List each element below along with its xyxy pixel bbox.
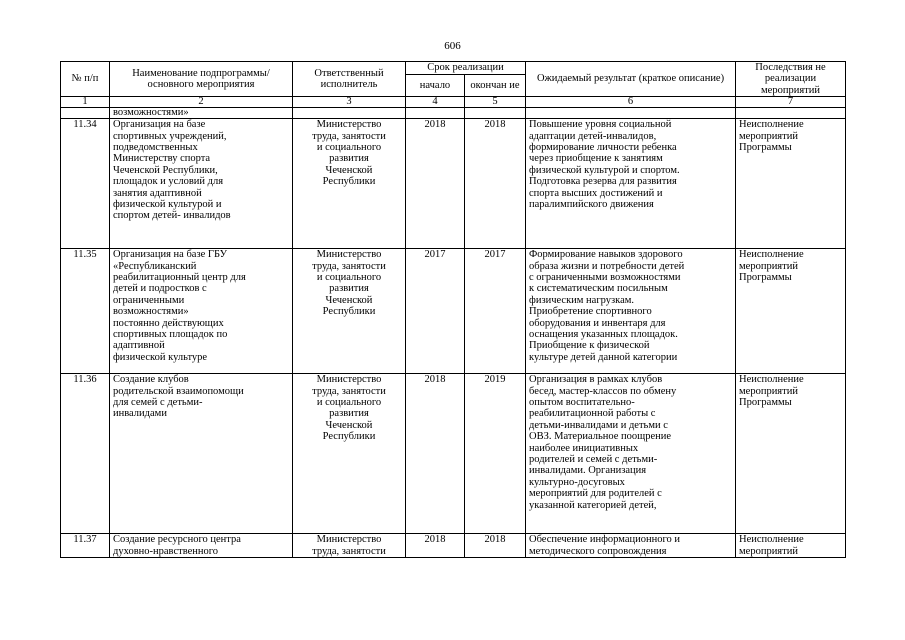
consequences-line: мероприятий <box>739 545 798 557</box>
consequences-line: Программы <box>739 397 792 409</box>
activity-name-line: Организация на базе <box>113 119 206 131</box>
end-year <box>465 249 526 374</box>
executor-line: и социального <box>316 142 382 154</box>
end-year <box>465 374 526 534</box>
expected-result-line: физическим нагрузкам. <box>529 294 635 306</box>
table-row <box>61 534 846 558</box>
end-year-line: 2018 <box>484 119 506 131</box>
activity-name-line: площадок и условий для <box>113 176 224 188</box>
header-consequences: Последствия не реализации мероприятий <box>736 62 846 97</box>
executor-line: Министерство <box>316 374 382 386</box>
start-year-line: 2018 <box>424 534 446 546</box>
executor-line: труда, занятости <box>312 385 386 397</box>
expected-result-line: указанной категорией детей, <box>529 499 657 511</box>
column-number: 5 <box>465 97 526 108</box>
expected-result-line: Формирование навыков здорового <box>529 249 683 261</box>
expected-result-line: паралимпийского движения <box>529 199 654 211</box>
program-table <box>60 61 846 558</box>
activity-name-line: спортивных площадок по <box>113 329 228 341</box>
consequences-line: Неисполнение <box>739 119 804 131</box>
activity-name-line: спортом детей- инвалидов <box>113 210 231 222</box>
expected-result-line: Обеспечение информационного и <box>529 534 680 546</box>
table-row <box>61 119 846 249</box>
expected-result-line: оснащения указанных площадок. <box>529 329 678 341</box>
expected-result-line: мероприятий для родителей с <box>529 488 662 500</box>
expected-result-line: методического сопровождения <box>529 545 667 557</box>
expected-result <box>526 249 736 374</box>
column-number: 2 <box>110 97 293 108</box>
executor-line: Министерство <box>316 534 382 546</box>
consequences-line: мероприятий <box>739 130 798 142</box>
activity-name-line: Создание клубов <box>113 374 189 386</box>
row-number-line: 11.35 <box>73 249 97 261</box>
expected-result-line: образа жизни и потребности детей <box>529 260 685 272</box>
expected-result-line: инвалидами. Организация <box>529 465 647 477</box>
column-number: 6 <box>526 97 736 108</box>
header-result: Ожидаемый результат (краткое описание) <box>526 62 736 97</box>
consequences <box>736 119 846 249</box>
activity-name-line: занятия адаптивной <box>113 187 202 199</box>
table-row <box>61 249 846 374</box>
expected-result-line: реабилитационной работы с <box>529 408 656 420</box>
executor <box>293 249 406 374</box>
activity-name-line: инвалидами <box>113 408 167 420</box>
expected-result-line: Приобретение спортивного <box>529 306 652 318</box>
executor-line: развития <box>329 153 369 165</box>
header-period: Срок реализации <box>406 62 526 75</box>
consequences-line: мероприятий <box>739 260 798 272</box>
executor-line: Министерство <box>316 119 382 131</box>
activity-name-line: физической культурой и <box>113 199 222 211</box>
activity-name <box>110 374 293 534</box>
expected-result <box>526 534 736 558</box>
consequences <box>736 534 846 558</box>
activity-name-line: Организация на базе ГБУ <box>113 249 228 261</box>
activity-name-line: постоянно действующих <box>113 317 224 329</box>
start-year-line: 2017 <box>424 249 446 261</box>
row-number-line: 11.34 <box>73 119 97 131</box>
row-number-line: 11.36 <box>73 374 97 386</box>
end-year-line: 2017 <box>484 249 506 261</box>
expected-result-line: Подготовка резерва для развития <box>529 176 677 188</box>
start-year <box>406 534 465 558</box>
consequences-line: Неисполнение <box>739 534 804 546</box>
consequences-line: Программы <box>739 272 792 284</box>
row-number-line: 11.37 <box>73 534 97 546</box>
executor-line: Министерство <box>316 249 382 261</box>
activity-name-line: спортивных учреждений, <box>113 130 227 142</box>
expected-result-line: Организация в рамках клубов <box>529 374 663 386</box>
executor-line: Чеченской <box>325 294 373 306</box>
activity-name <box>110 534 293 558</box>
executor-line: Республики <box>322 306 376 318</box>
start-year-line: 2018 <box>424 374 446 386</box>
executor <box>293 374 406 534</box>
activity-name-line: духовно-нравственного <box>113 545 219 557</box>
executor-line: Республики <box>322 176 376 188</box>
expected-result-line: Повышение уровня социальной <box>529 119 672 131</box>
expected-result-line: физической культурой и спортом. <box>529 164 680 176</box>
row-number <box>61 119 110 249</box>
executor-line: труда, занятости <box>312 130 386 142</box>
row-number <box>61 374 110 534</box>
expected-result-line: наиболее инициативных <box>529 442 639 454</box>
start-year <box>406 249 465 374</box>
activity-name-line: подведомственных <box>113 142 198 154</box>
end-year-line: 2018 <box>484 534 506 546</box>
consequences-line: Неисполнение <box>739 374 804 386</box>
activity-name-line: для семей с детьми- <box>113 397 203 409</box>
expected-result-line: формирование личности ребенка <box>529 142 677 154</box>
row-number <box>61 249 110 374</box>
consequences <box>736 374 846 534</box>
expected-result-line: спорта высших достижений и <box>529 187 663 199</box>
row-number <box>61 534 110 558</box>
end-year <box>465 534 526 558</box>
expected-result-line: родителей и семей с детьми- <box>529 454 658 466</box>
header-name: Наименование подпрограммы/ основного мероприятия <box>110 62 293 97</box>
start-year-line: 2018 <box>424 119 446 131</box>
consequences-line: Программы <box>739 142 792 154</box>
table-row <box>61 374 846 534</box>
page-number: 606 <box>444 40 461 52</box>
expected-result-line: с ограниченными возможностями <box>529 272 681 284</box>
activity-name-line: Создание ресурсного центра <box>113 534 241 546</box>
expected-result-line: детьми-инвалидами и детьми с <box>529 419 668 431</box>
column-number-row <box>61 97 846 108</box>
activity-name <box>110 249 293 374</box>
activity-name-line: Чеченской Республики, <box>113 164 218 176</box>
expected-result-line: оборудования и инвентаря для <box>529 317 666 329</box>
end-year-line: 2019 <box>484 374 506 386</box>
activity-name-line: возможностями» <box>113 306 189 318</box>
expected-result-line: ОВЗ. Материальное поощрение <box>529 431 672 443</box>
activity-name-line: Министерству спорта <box>113 153 211 165</box>
expected-result-line: к систематическим посильным <box>529 283 668 295</box>
expected-result-line: культуре детей данной категории <box>529 351 678 363</box>
continuation-text: возможностями» <box>110 108 293 119</box>
executor-line: развития <box>329 408 369 420</box>
column-number: 3 <box>293 97 406 108</box>
executor-line: Республики <box>322 431 376 443</box>
executor-line: труда, занятости <box>312 545 386 557</box>
header-end: окончан ие <box>465 74 526 97</box>
activity-name-line: «Республиканский <box>113 260 197 272</box>
activity-name-line: реабилитационный центр для <box>113 272 246 284</box>
consequences-line: мероприятий <box>739 385 798 397</box>
executor-line: Чеченской <box>325 419 373 431</box>
executor-line: труда, занятости <box>312 260 386 272</box>
expected-result <box>526 374 736 534</box>
executor-line: и социального <box>316 397 382 409</box>
expected-result-line: адаптации детей-инвалидов, <box>529 130 657 142</box>
expected-result-line: через приобщение к занятиям <box>529 153 663 165</box>
executor-line: развития <box>329 283 369 295</box>
expected-result-line: Приобщение к физической <box>529 340 650 352</box>
activity-name-line: детей и подростков с <box>113 283 207 295</box>
column-number: 4 <box>406 97 465 108</box>
activity-name-line: ограниченными <box>113 294 185 306</box>
consequences <box>736 249 846 374</box>
start-year <box>406 119 465 249</box>
header-num: № п/п <box>61 62 110 97</box>
executor-line: и социального <box>316 272 382 284</box>
activity-name-line: адаптивной <box>113 340 165 352</box>
executor <box>293 119 406 249</box>
expected-result-line: культурно-досуговых <box>529 476 625 488</box>
consequences-line: Неисполнение <box>739 249 804 261</box>
header-start: начало <box>406 74 465 97</box>
continuation-row <box>61 108 846 119</box>
column-number: 7 <box>736 97 846 108</box>
header-executor: Ответственный исполнитель <box>293 62 406 97</box>
expected-result-line: бесед, мастер-классов по обмену <box>529 385 677 397</box>
activity-name <box>110 119 293 249</box>
executor <box>293 534 406 558</box>
expected-result <box>526 119 736 249</box>
end-year <box>465 119 526 249</box>
start-year <box>406 374 465 534</box>
activity-name-line: физической культуре <box>113 351 208 363</box>
column-number: 1 <box>61 97 110 108</box>
expected-result-line: опытом воспитательно- <box>529 397 635 409</box>
executor-line: Чеченской <box>325 164 373 176</box>
activity-name-line: родительской взаимопомощи <box>113 385 244 397</box>
